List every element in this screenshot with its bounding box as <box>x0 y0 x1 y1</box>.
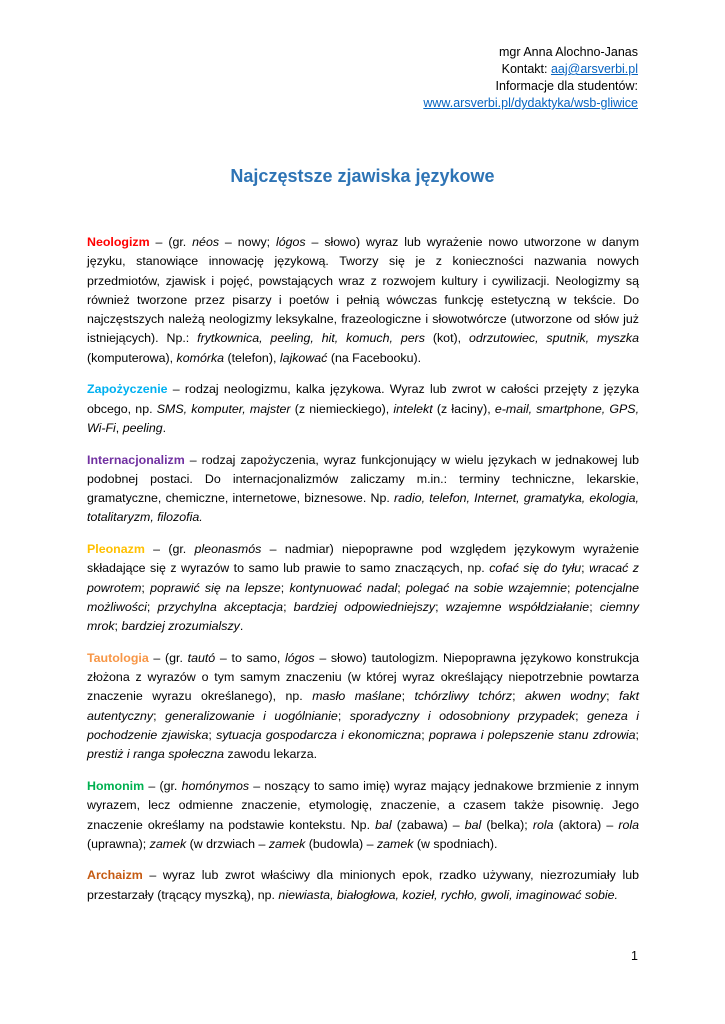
header-block <box>423 44 638 112</box>
definition-text: ; <box>581 561 590 576</box>
definition-text: , <box>115 420 123 435</box>
contact-label: Kontakt: <box>501 62 551 76</box>
example-italic: zamek <box>268 836 306 851</box>
contact-line <box>423 61 638 78</box>
definition-text: ; <box>153 708 166 723</box>
example-italic: odrzutowiec, sputnik, myszka <box>468 331 639 346</box>
definition-text: (budowla) – <box>305 836 377 851</box>
example-italic: wzajemne współdziałanie <box>445 599 590 614</box>
definition-tautologia <box>87 651 639 761</box>
example-italic: generalizowanie i uogólnianie <box>165 708 338 723</box>
section-archaizm <box>87 866 639 905</box>
example-italic: ciemny mrok <box>87 599 640 634</box>
section-neologizm <box>87 233 639 368</box>
definition-text: – rodzaj neologizmu, kalka językowa. Wyraz lub zwrot w całości przejęty z języka obcego, np. <box>87 382 639 416</box>
definition-text: . <box>162 420 167 435</box>
definition-text: (telefon), <box>224 350 280 365</box>
definition-text: (kot), <box>424 331 469 346</box>
example-italic: przychylna akceptacja <box>157 599 284 614</box>
example-italic: tchórzliwy tchórz <box>414 689 513 704</box>
definition-text: ; <box>141 580 151 595</box>
contact-email-link[interactable]: aaj@arsverbi.pl <box>550 62 638 76</box>
example-italic: kontynuować nadal <box>289 580 398 595</box>
term-zapozyczenie: Zapożyczenie <box>87 382 168 397</box>
definition-homonim <box>87 779 639 851</box>
example-italic: bal <box>375 817 392 832</box>
example-italic: lógos <box>285 650 315 665</box>
definition-text: ; <box>146 599 158 614</box>
example-italic: rola <box>618 817 639 832</box>
definition-text: (aktora) – <box>553 817 619 832</box>
example-italic: fakt autentyczny <box>87 689 640 723</box>
definition-text: (zabawa) – <box>391 817 465 832</box>
definition-text: ; <box>337 708 350 723</box>
definition-archaizm <box>87 868 639 901</box>
definition-text: ; <box>114 619 122 634</box>
example-italic: intelekt <box>393 401 433 416</box>
definition-text: ; <box>283 599 294 614</box>
definition-text: ; <box>208 728 217 743</box>
author-name: mgr Anna Alochno-Janas <box>499 45 638 59</box>
term-internacjonalizm: Internacjonalizm <box>87 452 185 467</box>
definition-text: – nowy; <box>219 235 276 249</box>
definition-text: – to samo, <box>215 650 285 665</box>
example-italic: zamek <box>376 836 414 851</box>
definition-neologizm <box>87 235 639 365</box>
example-italic: lajkować <box>279 350 328 365</box>
definition-text: ; <box>397 580 406 595</box>
info-url-line <box>423 95 638 112</box>
example-italic: geneza i pochodzenie zjawiska <box>87 708 639 743</box>
definition-text: (w spodniach). <box>413 836 498 851</box>
example-italic: cofać się do tyłu <box>489 561 582 576</box>
example-italic: tautó <box>187 650 216 665</box>
definition-text: ; <box>606 689 620 704</box>
example-italic: pleonasmós <box>194 542 262 557</box>
definition-zapozyczenie <box>87 382 639 435</box>
term-homonim: Homonim <box>87 778 145 793</box>
example-italic: bal <box>464 817 482 832</box>
definition-text: (z łaciny), <box>432 401 495 416</box>
info-url-link[interactable]: www.arsverbi.pl/dydaktyka/wsb-gliwice <box>423 96 638 110</box>
section-tautologia <box>87 649 639 765</box>
example-italic: potencjalne możliwości <box>87 580 640 614</box>
definition-text: – słowo) tautologizm. Niepoprawna językowo konstrukcja złożona z wyrazów o tym samym znaczeniu (w której wyraz określający niepotrzebnie powtarza znaczenie wyrazu określanego), np. <box>87 650 640 704</box>
example-italic: SMS, komputer, majster <box>156 401 291 416</box>
definition-text: . <box>239 619 244 634</box>
term-archaizm: Archaizm <box>87 868 143 883</box>
definition-text: – noszący to samo imię) wyraz mający jednakowe brzmienie z innym wyrazem, lecz odmienne znaczenie, etymologię, znaczenie, a czasem także pisownię. Jego znaczenie określamy na podstawie kontekstu. Np. <box>87 778 639 832</box>
definition-text: – (gr. <box>144 542 195 557</box>
document-title: Najczęstsze zjawiska językowe <box>230 166 495 186</box>
term-neologizm: Neologizm <box>87 235 150 249</box>
definition-text: ; <box>435 599 446 614</box>
definition-text: – nadmiar) niepoprawne pod względem językowym wyrażenie składające się z wyrazów to samo lub prawie to samo znaczących, np. <box>87 542 639 576</box>
definition-text: ; <box>512 689 526 704</box>
example-italic: komórka <box>176 350 225 365</box>
definition-text: ; <box>421 728 429 743</box>
example-italic: rola <box>532 817 554 832</box>
example-italic: lógos <box>276 235 306 249</box>
info-label: Informacje dla studentów: <box>495 79 638 93</box>
definition-pleonazm <box>87 542 639 633</box>
definition-text: – (gr. <box>144 778 182 793</box>
definition-text: ; <box>566 580 576 595</box>
definition-text: ; <box>589 599 600 614</box>
example-italic: wracać z powrotem <box>87 561 639 595</box>
example-italic: sytuacja gospodarcza i ekonomiczna <box>216 728 422 743</box>
definition-text: ; <box>280 580 290 595</box>
definition-text: – wyraz lub zwrot właściwy dla minionych epok, rzadko używany, niezrozumiały lub przestarzały (trącący myszką), np. <box>87 868 639 902</box>
example-italic: néos <box>192 235 220 249</box>
definition-text: (uprawna); <box>87 836 150 851</box>
example-italic: zamek <box>149 836 187 851</box>
example-italic: sporadyczny i odosobniony przypadek <box>349 708 576 723</box>
section-homonim <box>87 777 639 854</box>
definition-text: (komputerowa), <box>87 350 177 365</box>
definition-text: zawodu lekarza. <box>224 747 318 762</box>
definition-text: – rodzaj zapożyczenia, wyraz funkcjonujący w wielu językach w jednakowej lub podobnej postaci. Do internacjonalizmów zaliczamy m.in.: terminy techniczne, lekarskie, gramatyczne, chemiczne, internetowe, biznesowe. Np. <box>87 452 639 506</box>
definition-text: ; <box>635 728 639 743</box>
definition-text: – (gr. <box>148 650 188 665</box>
example-italic: homónymos <box>181 778 250 793</box>
term-tautologia: Tautologia <box>87 650 149 665</box>
definition-text: ; <box>575 708 588 723</box>
example-italic: prestiż i ranga społeczna <box>87 747 225 762</box>
example-italic: niewiasta, białogłowa, kozieł, rychło, gwoli, imaginować sobie. <box>278 887 618 902</box>
section-zapozyczenie <box>87 380 639 438</box>
example-italic: bardziej zrozumialszy <box>121 619 240 634</box>
example-italic: e-mail, smartphone, GPS, Wi-Fi <box>87 401 640 435</box>
example-italic: bardziej odpowiedniejszy <box>293 599 436 614</box>
example-italic: akwen wodny <box>525 689 607 704</box>
term-pleonazm: Pleonazm <box>87 542 145 557</box>
example-italic: poprawić się na lepsze <box>150 580 281 595</box>
section-internacjonalizm <box>87 451 639 528</box>
example-italic: radio, telefon, Internet, gramatyka, ekologia, totalitaryzm, filozofia. <box>87 491 639 525</box>
definition-text: (na Facebooku). <box>327 350 422 365</box>
definition-text: ; <box>401 689 415 704</box>
page-number: 1 <box>631 949 638 963</box>
example-italic: masło maślane <box>312 689 402 704</box>
definition-text: – (gr. <box>149 235 193 249</box>
section-pleonazm <box>87 540 639 636</box>
definition-text: – słowo) wyraz lub wyrażenie nowo utworzone w danym języku, stanowiące innowację językową. Tworzy się je z konieczności nazwania nowych przedmiotów, zjawisk i pojęć, powstających wraz z rozwojem kultury i cywilizacji. Neologizmy są również tworzone przez pisarzy i poetów i pełnią wówczas funkcję estetyczną w tekście. Do najczęstszych należą neologizmy leksykalne, frazeologiczne i słowotwórcze (utworzone od słów już istniejących). Np.: <box>87 235 640 346</box>
example-italic: peeling <box>122 420 163 435</box>
example-italic: polegać na sobie wzajemnie <box>405 580 567 595</box>
example-italic: poprawa i polepszenie stanu zdrowia <box>428 728 636 743</box>
definition-text: (w drzwiach – <box>186 836 269 851</box>
example-italic: frytkownica, peeling, hit, komuch, pers <box>197 331 425 346</box>
definition-text: (z niemieckiego), <box>290 401 394 416</box>
sections-list <box>87 233 639 917</box>
definition-text: (belka); <box>481 817 533 832</box>
